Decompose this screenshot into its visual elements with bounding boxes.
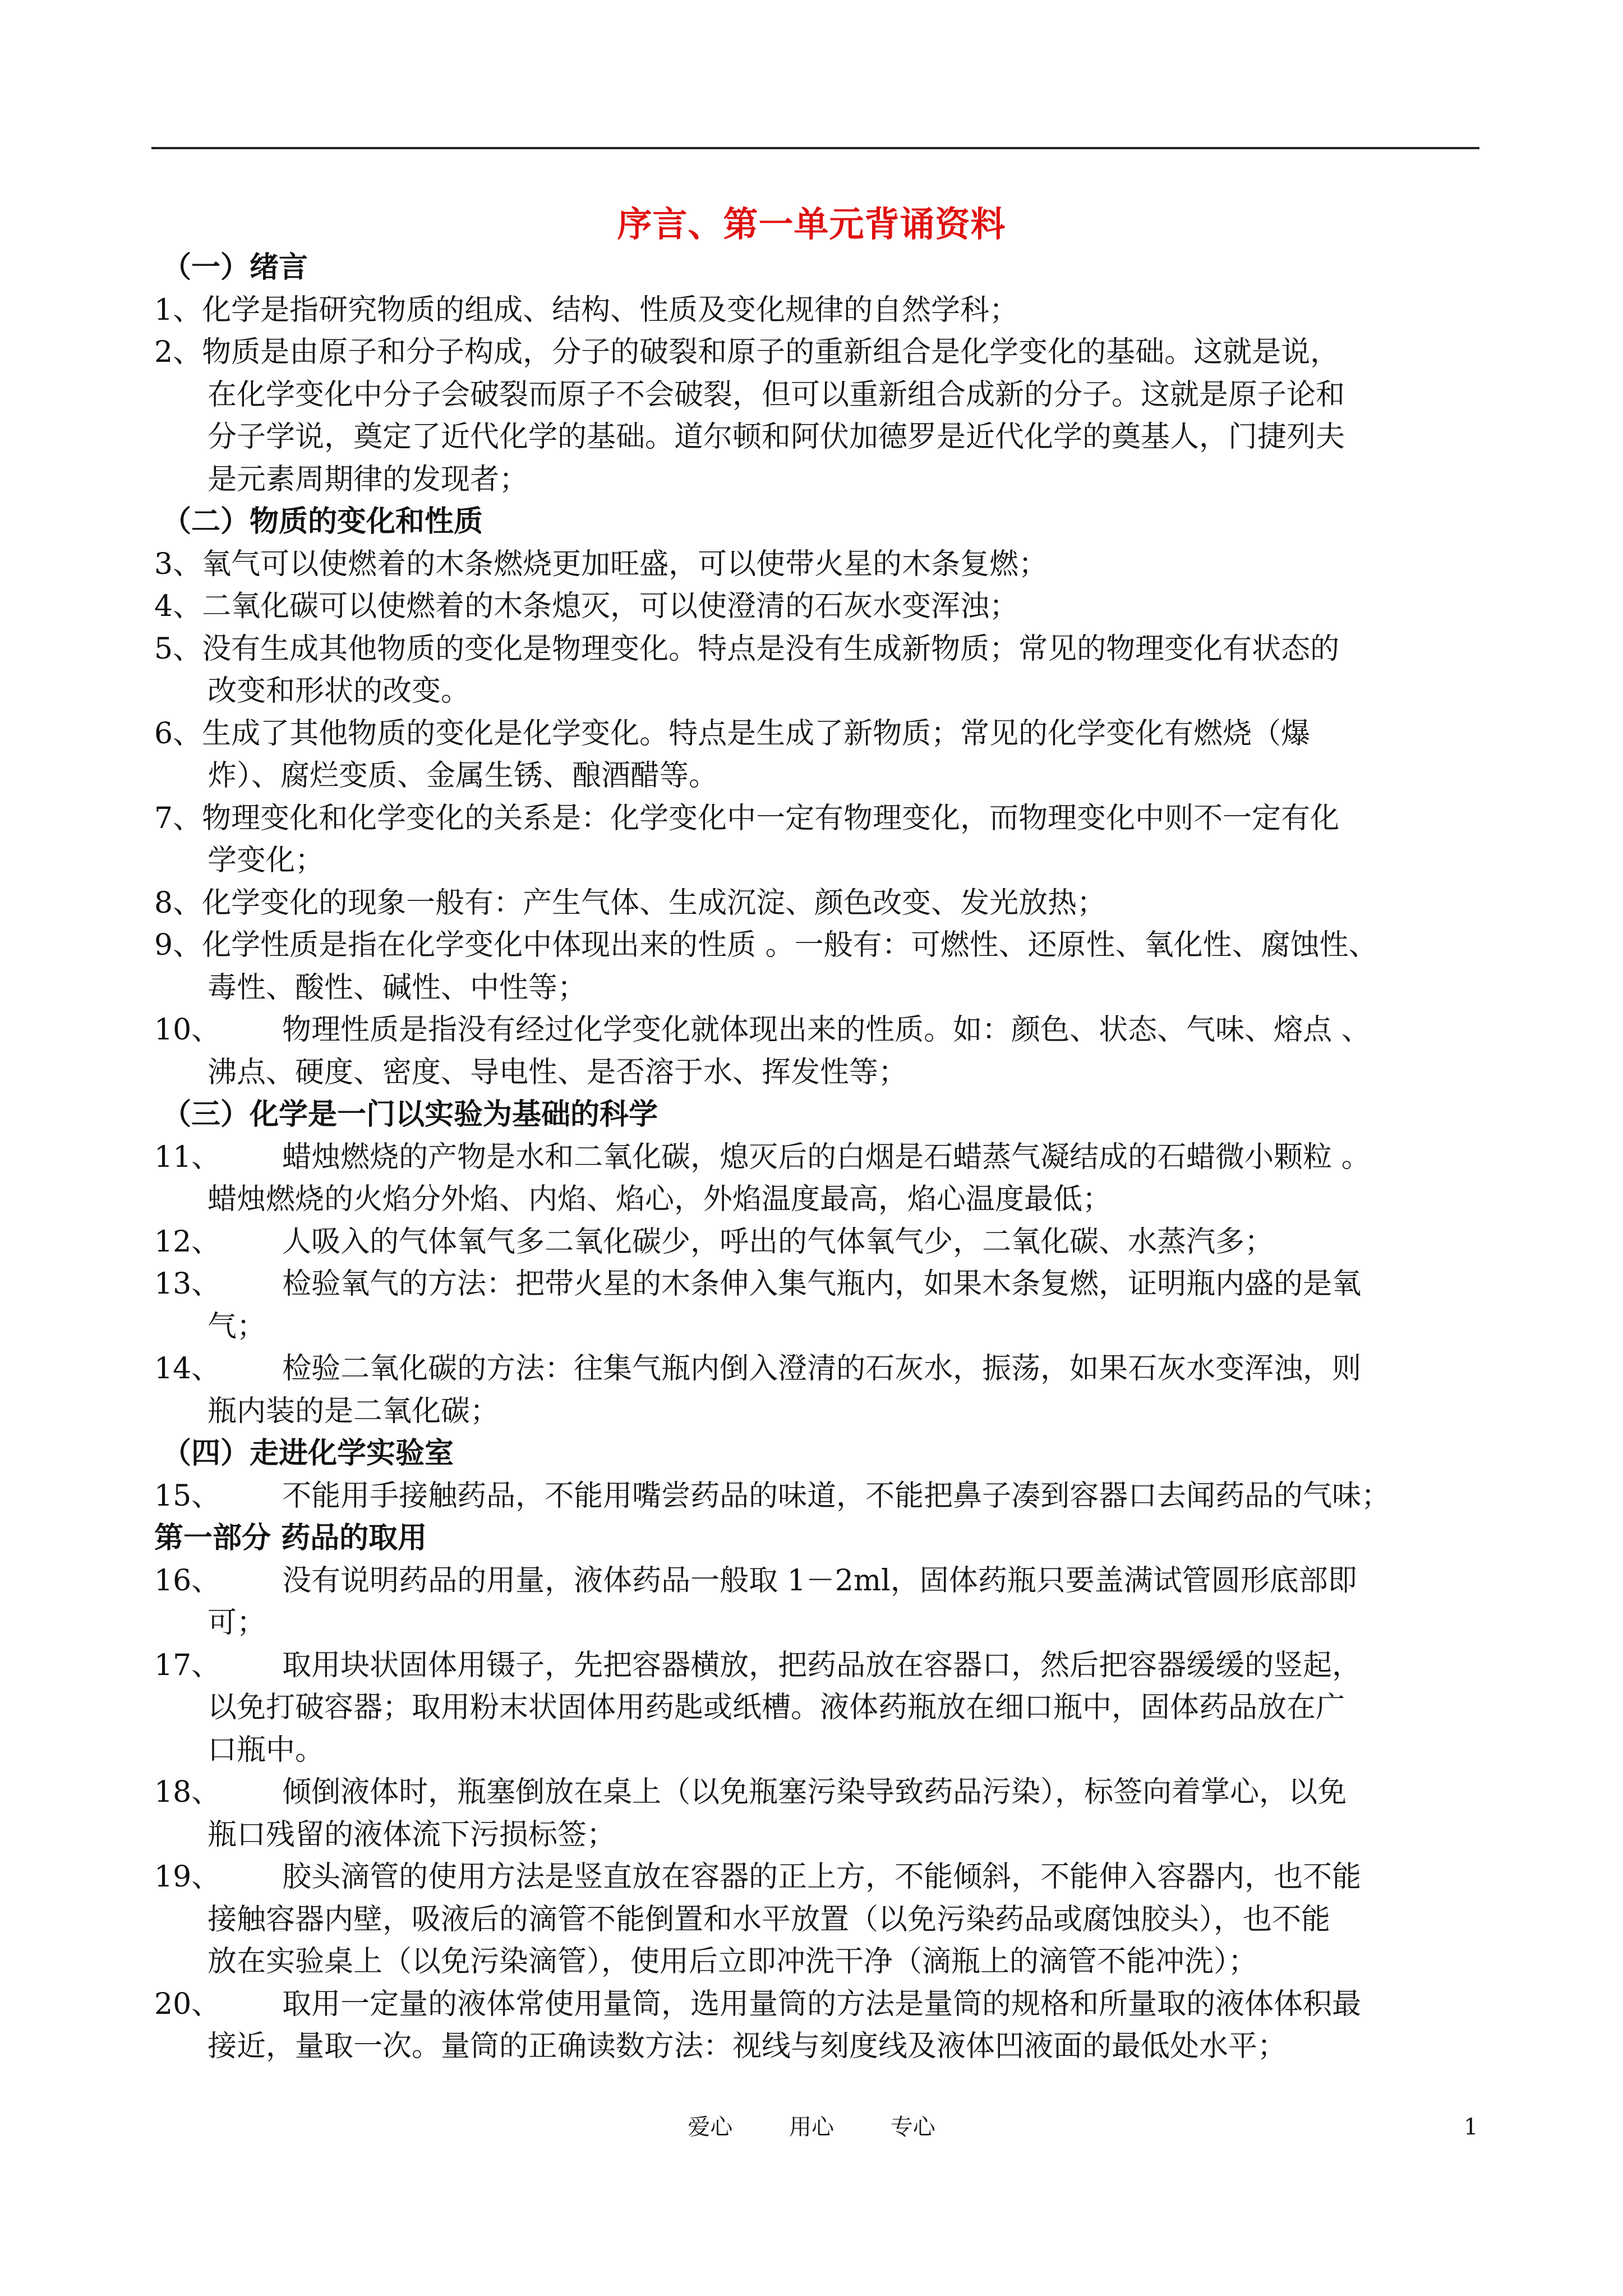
item-number: 14、: [154, 1352, 221, 1386]
item-continuation: 瓶内装的是二氧化碳；: [208, 1394, 500, 1428]
section-heading: （四）走进化学实验室: [162, 1437, 454, 1470]
item-number: 12、: [154, 1225, 221, 1259]
item-number: 2、: [154, 335, 202, 369]
list-item: [154, 1560, 1481, 1603]
item-continuation: 改变和形状的改变。: [208, 674, 471, 708]
footer-item: 用心: [789, 2114, 834, 2140]
item-text: 化学变化的现象一般有：产生气体、生成沉淀、颜色改变、发光放热；: [202, 886, 1106, 920]
item-continuation: 气；: [208, 1309, 266, 1343]
item-text: 取用块状固体用镊子，先把容器横放，把药品放在容器口，然后把容器缓缓的竖起，: [282, 1648, 1362, 1682]
list-item: [154, 1263, 1481, 1306]
list-item: [154, 882, 1481, 925]
list-item: [154, 289, 1481, 332]
list-item: [154, 1645, 1481, 1687]
item-number: 15、: [154, 1479, 221, 1513]
item-continuation: 口瓶中。: [208, 1733, 325, 1767]
section-heading: 第一部分 药品的取用: [154, 1521, 427, 1555]
item-number: 10、: [154, 1013, 221, 1047]
item-text: 不能用手接触药品，不能用嘴尝药品的味道，不能把鼻子凑到容器口去闻药品的气味；: [282, 1479, 1391, 1513]
footer: [0, 2110, 1623, 2144]
item-number: 11、: [154, 1140, 221, 1174]
item-number: 9、: [154, 928, 202, 962]
item-text: 取用一定量的液体常使用量筒，选用量筒的方法是量筒的规格和所量取的液体体积最: [282, 1987, 1362, 2021]
item-continuation: 接近，量取一次。量筒的正确读数方法：视线与刻度线及液体凹液面的最低处水平；: [208, 2030, 1287, 2063]
item-text: 人吸入的气体氧气多二氧化碳少，呼出的气体氧气少，二氧化碳、水蒸汽多；: [282, 1225, 1274, 1259]
item-number: 3、: [154, 547, 202, 581]
header-rule: [151, 147, 1479, 149]
item-text: 化学是指研究物质的组成、结构、性质及变化规律的自然学科；: [202, 293, 1019, 327]
list-item: [154, 1348, 1481, 1391]
item-text: 氧气可以使燃着的木条燃烧更加旺盛，可以使带火星的木条复燃；: [202, 547, 1048, 581]
item-continuation: 分子学说，奠定了近代化学的基础。道尔顿和阿伏加德罗是近代化学的奠基人，门捷列夫: [208, 420, 1345, 454]
item-continuation: 蜡烛燃烧的火焰分外焰、内焰、焰心，外焰温度最高，焰心温度最低；: [208, 1182, 1112, 1216]
item-continuation: 炸）、腐烂变质、金属生锈、酿酒醋等。: [208, 759, 718, 793]
item-number: 19、: [154, 1860, 221, 1894]
list-item: [154, 332, 1481, 374]
item-continuation: 瓶口残留的液体流下污损标签；: [208, 1818, 616, 1852]
section-heading: （三）化学是一门以实验为基础的科学: [162, 1098, 658, 1131]
list-item: [154, 586, 1481, 628]
item-continuation: 学变化；: [208, 844, 325, 877]
item-text: 生成了其他物质的变化是化学变化。特点是生成了新物质；常见的化学变化有燃烧（爆: [202, 716, 1311, 751]
document-body: [154, 247, 1481, 2068]
list-item: [154, 1475, 1481, 1518]
item-number: 13、: [154, 1267, 221, 1301]
section-heading: （一）绪言: [162, 251, 308, 284]
item-text: 物质是由原子和分子构成，分子的破裂和原子的重新组合是化学变化的基础。这就是说，: [202, 335, 1340, 369]
item-number: 18、: [154, 1775, 221, 1809]
item-text: 检验氧气的方法：把带火星的木条伸入集气瓶内，如果木条复燃，证明瓶内盛的是氧: [282, 1267, 1362, 1301]
page-number: 1: [1464, 2114, 1478, 2140]
item-text: 二氧化碳可以使燃着的木条熄灭，可以使澄清的石灰水变浑浊；: [202, 590, 1019, 623]
item-number: 4、: [154, 590, 202, 623]
item-continuation: 接触容器内壁，吸液后的滴管不能倒置和水平放置（以免污染药品或腐蚀胶头），也不能: [208, 1902, 1331, 1936]
item-text: 没有生成其他物质的变化是物理变化。特点是没有生成新物质；常见的物理变化有状态的: [202, 632, 1340, 666]
list-item: [154, 1984, 1481, 2026]
list-item: [154, 1856, 1481, 1899]
list-item: [154, 628, 1481, 671]
item-continuation: 放在实验桌上（以免污染滴管），使用后立即冲洗干净（滴瓶上的滴管不能冲洗）；: [208, 1945, 1258, 1978]
list-item: [154, 713, 1481, 756]
list-item: [154, 544, 1481, 586]
item-number: 7、: [154, 801, 202, 835]
item-text: 没有说明药品的用量，液体药品一般取 1－2ml，固体药瓶只要盖满试管圆形底部即: [282, 1563, 1357, 1598]
list-item: [154, 1221, 1481, 1264]
list-item: [154, 924, 1481, 967]
list-item: [154, 1772, 1481, 1814]
page-title: 序言、第一单元背诵资料: [617, 204, 1006, 245]
list-item: [154, 1137, 1481, 1179]
item-number: 5、: [154, 632, 202, 666]
footer-item: 爱心: [688, 2114, 733, 2140]
item-number: 1、: [154, 293, 202, 327]
item-text: 蜡烛燃烧的产物是水和二氧化碳，熄灭后的白烟是石蜡蒸气凝结成的石蜡微小颗粒 。: [282, 1140, 1371, 1174]
item-continuation: 毒性、酸性、碱性、中性等；: [208, 970, 587, 1005]
item-number: 6、: [154, 716, 202, 751]
item-text: 物理性质是指没有经过化学变化就体现出来的性质。如：颜色、状态、气味、熔点 、: [282, 1013, 1371, 1047]
section-heading: （二）物质的变化和性质: [162, 505, 483, 539]
item-number: 20、: [154, 1987, 221, 2021]
footer-item: 专心: [890, 2114, 935, 2140]
item-text: 胶头滴管的使用方法是竖直放在容器的正上方，不能倾斜，不能伸入容器内，也不能: [282, 1860, 1362, 1894]
item-continuation: 在化学变化中分子会破裂而原子不会破裂，但可以重新组合成新的分子。这就是原子论和: [208, 378, 1345, 412]
item-continuation: 是元素周期律的发现者；: [208, 462, 529, 496]
item-continuation: 沸点、硬度、密度、导电性、是否溶于水、挥发性等；: [208, 1055, 908, 1089]
list-item: [154, 1009, 1481, 1052]
item-text: 化学性质是指在化学变化中体现出来的性质 。一般有：可燃性、还原性、氧化性、腐蚀性、: [202, 928, 1378, 962]
item-text: 检验二氧化碳的方法：往集气瓶内倒入澄清的石灰水，振荡，如果石灰水变浑浊，则: [282, 1352, 1362, 1386]
item-number: 8、: [154, 886, 202, 920]
item-number: 17、: [154, 1648, 221, 1682]
list-item: [154, 798, 1481, 840]
item-continuation: 以免打破容器；取用粉末状固体用药匙或纸槽。液体药瓶放在细口瓶中，固体药品放在广: [208, 1691, 1345, 1724]
item-text: 物理变化和化学变化的关系是：化学变化中一定有物理变化，而物理变化中则不一定有化: [202, 801, 1340, 835]
item-number: 16、: [154, 1563, 221, 1598]
item-text: 倾倒液体时，瓶塞倒放在桌上（以免瓶塞污染导致药品污染），标签向着掌心，以免: [282, 1775, 1347, 1809]
item-continuation: 可；: [208, 1606, 266, 1640]
